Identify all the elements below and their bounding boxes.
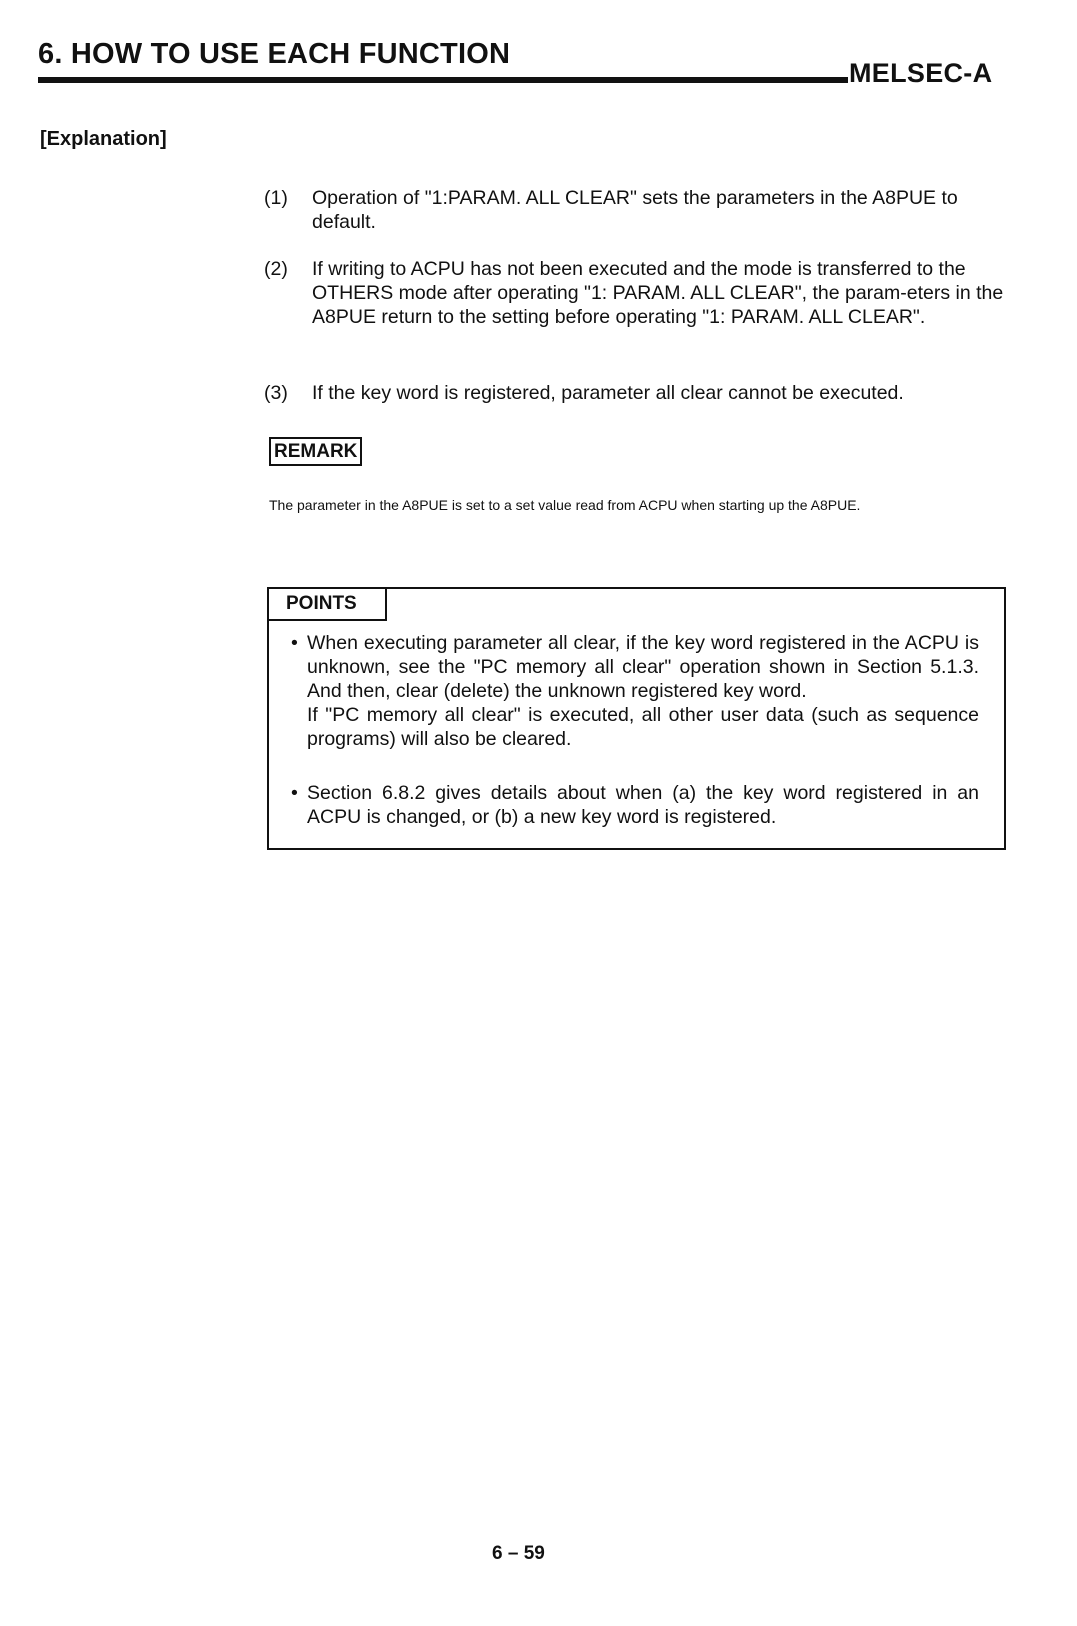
item-text: Operation of "1:PARAM. ALL CLEAR" sets the parameters in the A8PUE to default.	[312, 187, 958, 233]
bullet-paragraph: Section 6.8.2 gives details about when (a) the key word registered in an ACPU is changed, or (b) a new key word is registered.	[307, 782, 979, 828]
bullet-dot: •	[291, 632, 298, 654]
bullet-paragraph: When executing parameter all clear, if the key word registered in the ACPU is unknown, see the "PC memory all clear" operation shown in Section 5.1.3. And then, clear (delete) the unknown registered key word.	[307, 632, 979, 702]
section-heading: [Explanation]	[40, 128, 167, 150]
bullet-text	[307, 781, 979, 829]
item-number: (1)	[264, 187, 288, 209]
brand-name: MELSEC-A	[849, 58, 993, 88]
remark-text: The parameter in the A8PUE is set to a set value read from ACPU when starting up the A8PUE.	[269, 497, 861, 513]
item-text: If the key word is registered, parameter all clear cannot be executed.	[312, 382, 904, 404]
points-label: POINTS	[269, 589, 387, 621]
header-rule	[38, 77, 848, 83]
item-number: (2)	[264, 258, 288, 280]
item-number: (3)	[264, 382, 288, 404]
chapter-title: 6. HOW TO USE EACH FUNCTION	[38, 38, 511, 70]
bullet-text	[307, 631, 979, 751]
points-box	[267, 587, 1006, 850]
page-number: 6 – 59	[492, 1543, 545, 1564]
bullet-dot: •	[291, 782, 298, 804]
item-text: If writing to ACPU has not been executed and the mode is transferred to the OTHERS mode after operating "1: PARAM. ALL CLEAR", the param-eters in the A8PUE return to the setting before operating "1: PARAM. ALL CLEAR".	[312, 258, 1004, 328]
remark-label: REMARK	[269, 437, 362, 466]
bullet-paragraph: If "PC memory all clear" is executed, all other user data (such as sequence programs) will also be cleared.	[307, 704, 979, 750]
